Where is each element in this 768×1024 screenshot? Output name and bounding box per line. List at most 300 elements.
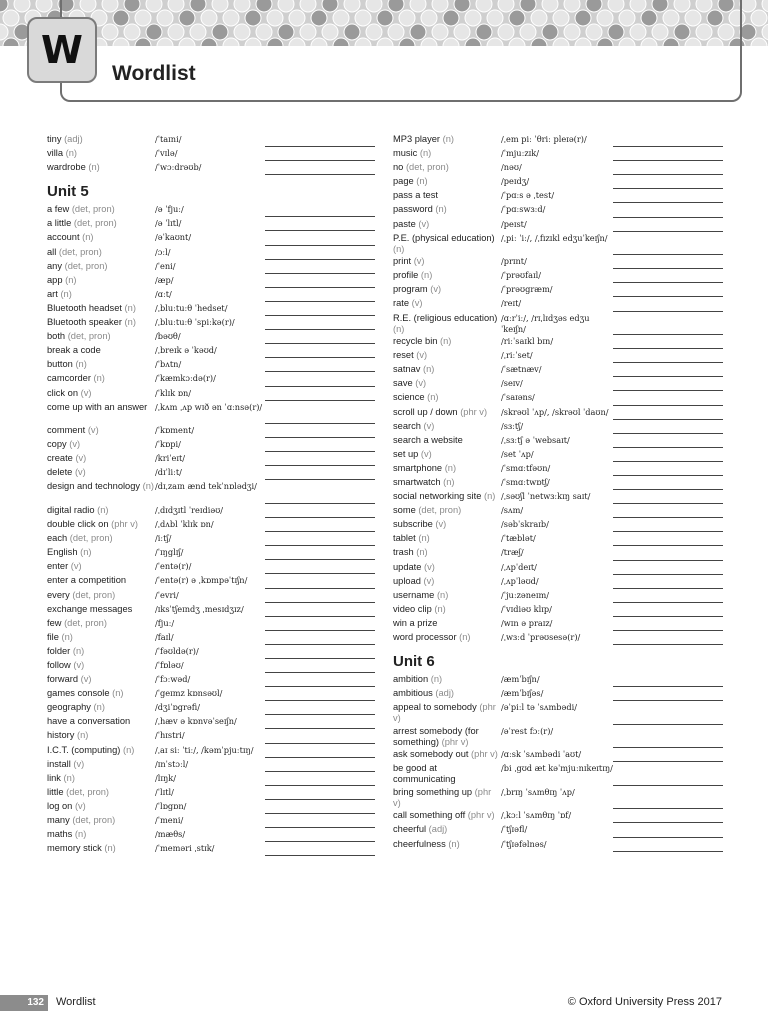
write-in-line[interactable] — [613, 336, 723, 350]
entry-word-cell — [393, 839, 501, 850]
wordlist-entry — [393, 407, 723, 421]
entry-word-cell — [393, 491, 501, 502]
entry-word: subscribe — [393, 519, 433, 530]
entry-pronunciation: /æmˈbɪʃəs/ — [501, 688, 544, 699]
write-in-line[interactable] — [265, 590, 375, 604]
entry-word: many — [47, 815, 70, 826]
write-in-line[interactable] — [613, 449, 723, 463]
entry-pronunciation: /ˈvɪlə/ — [155, 148, 178, 159]
entry-word-cell — [393, 176, 501, 187]
entry-word-cell — [393, 364, 501, 375]
entry-word-cell — [47, 702, 155, 713]
write-in-line[interactable] — [613, 726, 723, 750]
entry-part-of-speech: (det, pron) — [71, 204, 115, 215]
entry-pronunciation: /skrəʊl ˈʌp/, /skrəʊl ˈdaʊn/ — [501, 406, 609, 417]
entry-word-cell — [47, 247, 155, 258]
entry-word-cell — [393, 787, 501, 809]
write-in-line[interactable] — [613, 519, 723, 533]
write-in-line[interactable] — [613, 350, 723, 364]
entry-pronunciation: /bəʊθ/ — [155, 331, 181, 342]
entry-part-of-speech: (v) — [75, 453, 87, 464]
wordlist-entry — [47, 373, 377, 387]
entry-word: R.E. (religious education) — [393, 312, 498, 323]
entry-word-cell — [47, 331, 155, 342]
entry-word: few — [47, 617, 62, 628]
write-in-line[interactable] — [265, 162, 375, 176]
wordlist-entry — [47, 331, 377, 345]
write-in-line[interactable] — [265, 547, 375, 561]
write-in-line[interactable] — [613, 688, 723, 702]
pattern-dot — [740, 24, 756, 40]
write-in-line[interactable] — [265, 275, 375, 289]
write-in-line[interactable] — [265, 232, 375, 246]
write-in-line[interactable] — [265, 204, 375, 218]
entry-word-cell — [47, 289, 155, 300]
write-in-line[interactable] — [613, 604, 723, 618]
write-in-line[interactable] — [613, 364, 723, 378]
write-in-line[interactable] — [613, 674, 723, 688]
write-in-line[interactable] — [265, 345, 375, 359]
write-in-line[interactable] — [265, 148, 375, 162]
entry-pronunciation: /ˈprəʊfaɪl/ — [501, 270, 541, 281]
write-in-line[interactable] — [613, 190, 723, 204]
write-in-line[interactable] — [265, 317, 375, 331]
entry-part-of-speech: (v) — [69, 439, 81, 450]
entry-pronunciation: /ˈsmɑːtfəʊn/ — [501, 462, 551, 473]
write-in-line[interactable] — [265, 289, 375, 303]
entry-pronunciation: /set ˈʌp/ — [501, 448, 534, 459]
entry-part-of-speech: (det, pron) — [418, 505, 462, 516]
entry-word-cell — [393, 726, 501, 748]
entry-word: word processor — [393, 632, 457, 642]
page-number: 132 — [0, 995, 48, 1011]
entry-pronunciation: /ˈkɒment/ — [155, 425, 195, 436]
entry-word-cell — [393, 632, 501, 643]
entry-word-cell — [47, 660, 155, 671]
wordlist-entry — [393, 190, 723, 204]
write-in-line[interactable] — [613, 576, 723, 590]
entry-word-cell — [47, 604, 155, 615]
wordlist-entry — [47, 604, 377, 618]
wordlist-entry — [393, 576, 723, 590]
write-in-line[interactable] — [613, 590, 723, 604]
entry-word: upload — [393, 575, 421, 586]
entry-word-cell — [393, 233, 501, 255]
entry-word: pass a test — [393, 190, 438, 201]
entry-pronunciation: /ɑːrˈiː/, /rɪˌlɪdʒəs edʒuˈkeɪʃn/ — [501, 312, 590, 334]
entry-word-cell — [47, 547, 155, 558]
write-in-line[interactable] — [613, 284, 723, 298]
write-in-line[interactable] — [265, 773, 375, 787]
entry-word-cell — [47, 275, 155, 286]
entry-word: account — [47, 232, 80, 243]
entry-part-of-speech: (n) — [444, 462, 457, 473]
entry-part-of-speech: (n) — [393, 243, 405, 254]
entry-word-cell — [393, 824, 501, 835]
entry-part-of-speech: (v) — [430, 284, 442, 295]
wordlist-entry — [47, 481, 377, 505]
wordlist-entry — [393, 824, 723, 838]
write-in-line[interactable] — [613, 392, 723, 406]
write-in-line[interactable] — [265, 745, 375, 759]
entry-word: science — [393, 392, 425, 403]
write-in-line[interactable] — [265, 829, 375, 843]
entry-part-of-speech: (n) — [97, 504, 109, 515]
entry-word: social networking site — [393, 491, 482, 502]
entry-word: double click on — [47, 519, 109, 530]
entry-pronunciation: /reɪt/ — [501, 298, 522, 309]
entry-part-of-speech: (n) — [80, 547, 92, 558]
entry-part-of-speech: (v) — [418, 218, 430, 229]
write-in-line[interactable] — [265, 425, 375, 439]
wordlist-entry — [47, 467, 377, 481]
write-in-line[interactable] — [613, 463, 723, 477]
entry-part-of-speech: (v) — [74, 800, 86, 811]
entry-word-cell — [47, 402, 155, 413]
write-in-line[interactable] — [265, 730, 375, 744]
entry-word-cell — [393, 449, 501, 460]
entry-word-cell — [47, 345, 155, 356]
write-in-line[interactable] — [265, 660, 375, 674]
entry-word-cell — [47, 162, 155, 173]
wordlist-entry — [47, 388, 377, 402]
entry-pronunciation: /ˈprəʊgræm/ — [501, 284, 553, 295]
wordlist-entry — [47, 345, 377, 359]
entry-part-of-speech: (phr v) — [393, 702, 496, 724]
entry-word-cell — [393, 604, 501, 615]
entry-word: Bluetooth speaker — [47, 317, 122, 328]
entry-word-cell — [393, 702, 501, 724]
wordlist-entry — [47, 688, 377, 702]
entry-word-cell — [393, 190, 501, 201]
entry-word-cell — [47, 843, 155, 854]
write-in-line[interactable] — [265, 533, 375, 547]
wordlist-entry — [393, 176, 723, 190]
write-in-line[interactable] — [613, 298, 723, 312]
wordlist-entry — [393, 378, 723, 392]
pattern-dot — [740, 0, 756, 12]
wordlist-entry — [47, 660, 377, 674]
left-column — [47, 134, 377, 857]
entry-pronunciation: /ˈkɒpi/ — [155, 439, 181, 450]
write-in-line[interactable] — [613, 378, 723, 392]
entry-part-of-speech: (n) — [124, 317, 136, 328]
entry-word-cell — [393, 134, 501, 145]
wordlist-entry — [47, 745, 377, 759]
write-in-line[interactable] — [265, 388, 375, 402]
write-in-line[interactable] — [613, 270, 723, 284]
write-in-line[interactable] — [265, 688, 375, 702]
wordlist-entry — [47, 646, 377, 660]
entry-word-cell — [47, 618, 155, 629]
entry-word: smartphone — [393, 462, 443, 473]
entry-word: bring something up — [393, 786, 473, 797]
entry-word-cell — [47, 204, 155, 215]
write-in-line[interactable] — [613, 533, 723, 547]
entry-word-cell — [47, 801, 155, 812]
write-in-line[interactable] — [265, 218, 375, 232]
entry-part-of-speech: (det, pron) — [64, 260, 108, 271]
left-entries — [47, 134, 377, 176]
write-in-line[interactable] — [613, 233, 723, 257]
entry-word: link — [47, 772, 61, 783]
entry-pronunciation: /ˈklɪk ɒn/ — [155, 387, 192, 398]
entry-pronunciation: /ˈwɔːdrəʊb/ — [155, 162, 202, 173]
entry-word-cell — [47, 232, 155, 243]
wordlist-entry — [393, 688, 723, 702]
entry-part-of-speech: (n) — [435, 204, 447, 215]
entry-part-of-speech: (n) — [459, 632, 471, 642]
write-in-line[interactable] — [613, 435, 723, 449]
entry-part-of-speech: (adj) — [64, 134, 83, 144]
entry-pronunciation: /ɪksˈtʃeɪndʒ ˌmesɪdʒɪz/ — [155, 603, 244, 614]
entry-word: update — [393, 561, 422, 572]
entry-part-of-speech: (v) — [415, 378, 427, 389]
write-in-line[interactable] — [265, 481, 375, 505]
write-in-line[interactable] — [613, 219, 723, 233]
wordlist-entry — [393, 435, 723, 449]
write-in-line[interactable] — [265, 505, 375, 519]
wordlist-entry — [47, 303, 377, 317]
entry-word-cell — [393, 505, 501, 516]
wordlist-entry — [393, 519, 723, 533]
entry-word-cell — [47, 148, 155, 159]
write-in-line[interactable] — [613, 749, 723, 763]
entry-part-of-speech: (adj) — [428, 824, 448, 835]
write-in-line[interactable] — [265, 674, 375, 688]
entry-word-cell — [393, 618, 501, 629]
entry-pronunciation: /əˈkaʊnt/ — [155, 232, 192, 243]
entry-part-of-speech: (n) — [93, 373, 105, 384]
write-in-line[interactable] — [613, 562, 723, 576]
wordlist-entry — [47, 575, 377, 589]
entry-pronunciation: /riːˈsaɪkl bɪn/ — [501, 336, 554, 347]
wordlist-entry — [393, 392, 723, 406]
entry-pronunciation: /seɪv/ — [501, 378, 523, 389]
write-in-line[interactable] — [265, 453, 375, 467]
write-in-line[interactable] — [613, 204, 723, 218]
write-in-line[interactable] — [613, 162, 723, 176]
write-in-line[interactable] — [265, 402, 375, 426]
wordlist-entry — [393, 336, 723, 350]
entry-word: camcorder — [47, 373, 91, 384]
entry-part-of-speech: (v) — [435, 519, 447, 530]
entry-part-of-speech: (n) — [423, 364, 435, 375]
entry-word-cell — [47, 218, 155, 229]
wordlist-entry — [47, 402, 377, 426]
entry-pronunciation: /ˌʌpˈləʊd/ — [501, 575, 539, 586]
write-in-line[interactable] — [265, 604, 375, 618]
entry-pronunciation: /ˈpɑːswɜːd/ — [501, 204, 546, 215]
right-entries — [393, 134, 723, 646]
entry-word-cell — [47, 674, 155, 685]
write-in-line[interactable] — [613, 839, 723, 853]
entry-word: ask somebody out — [393, 749, 469, 760]
write-in-line[interactable] — [265, 575, 375, 589]
entry-word: install — [47, 758, 71, 769]
write-in-line[interactable] — [613, 632, 723, 646]
entry-word-cell — [47, 787, 155, 798]
entry-word-cell — [393, 350, 501, 361]
entry-pronunciation: /ˈtaɪni/ — [155, 134, 182, 144]
footer-label: Wordlist — [56, 996, 96, 1008]
write-in-line[interactable] — [613, 134, 723, 148]
entry-word: set up — [393, 448, 419, 459]
wordlist-entry — [47, 547, 377, 561]
entry-word: each — [47, 533, 68, 544]
entry-word-cell — [47, 519, 155, 530]
wordlist-entry — [47, 134, 377, 148]
wordlist-entry — [393, 148, 723, 162]
entry-part-of-speech: (n) — [65, 274, 77, 285]
entry-part-of-speech: (n) — [93, 702, 105, 713]
entry-pronunciation: /dɪˈliːt/ — [155, 467, 182, 478]
entry-word: file — [47, 631, 59, 642]
write-in-line[interactable] — [265, 716, 375, 730]
entry-word-cell — [393, 463, 501, 474]
write-in-line[interactable] — [613, 824, 723, 838]
write-in-line[interactable] — [613, 256, 723, 270]
entry-part-of-speech: (n) — [76, 730, 89, 741]
entry-part-of-speech: (det, pron) — [72, 815, 116, 826]
entry-part-of-speech: (n) — [483, 491, 496, 502]
unit-5-heading: Unit 5 — [47, 183, 89, 201]
entry-word: wardrobe — [47, 162, 86, 173]
wordlist-entry — [393, 763, 723, 787]
unit-6-entries — [393, 674, 723, 853]
write-in-line[interactable] — [613, 148, 723, 162]
entry-part-of-speech: (det, pron) — [72, 589, 116, 600]
entry-word: video clip — [393, 603, 432, 614]
write-in-line[interactable] — [613, 702, 723, 726]
entry-part-of-speech: (v) — [74, 467, 86, 478]
entry-word: app — [47, 274, 63, 285]
entry-part-of-speech: (v) — [423, 420, 435, 431]
entry-word-cell — [47, 829, 155, 840]
entry-word-cell — [47, 439, 155, 450]
wordlist-entry — [47, 289, 377, 303]
write-in-line[interactable] — [265, 359, 375, 373]
write-in-line[interactable] — [613, 505, 723, 519]
entry-part-of-speech: (n) — [434, 603, 446, 614]
entry-part-of-speech: (n) — [88, 162, 100, 173]
write-in-line[interactable] — [265, 519, 375, 533]
write-in-line[interactable] — [613, 407, 723, 421]
wordlist-entry — [393, 219, 723, 233]
write-in-line[interactable] — [265, 247, 375, 261]
entry-word-cell — [47, 303, 155, 314]
entry-part-of-speech: (n) — [60, 288, 72, 299]
entry-pronunciation: /ˌsəʊʃl ˈnetwɜːkɪŋ saɪt/ — [501, 491, 591, 502]
entry-pronunciation: /ˈgeɪmz kɒnsəʊl/ — [155, 688, 223, 699]
entry-word-cell — [47, 261, 155, 272]
entry-word: enter — [47, 561, 69, 572]
write-in-line[interactable] — [265, 303, 375, 317]
wordlist-entry — [393, 726, 723, 750]
entry-pronunciation: /wɪn ə praɪz/ — [501, 617, 553, 628]
wordlist-entry — [393, 787, 723, 811]
entry-word: ambition — [393, 674, 429, 685]
write-in-line[interactable] — [265, 134, 375, 148]
wordlist-entry — [393, 839, 723, 853]
entry-pronunciation: /ˈentə(r) ə ˌkɒmpəˈtɪʃn/ — [155, 575, 248, 586]
section-letter-badge: W — [27, 17, 97, 83]
entry-word: appeal to somebody — [393, 702, 477, 713]
entry-part-of-speech: (det, pron) — [67, 331, 111, 342]
entry-pronunciation: /sɜːtʃ/ — [501, 420, 524, 431]
entry-word: password — [393, 204, 433, 215]
unit-5-entries — [47, 204, 377, 857]
write-in-line[interactable] — [265, 646, 375, 660]
entry-word: tablet — [393, 533, 416, 544]
write-in-line[interactable] — [613, 313, 723, 337]
wordlist-entry — [47, 632, 377, 646]
entry-part-of-speech: (det, pron) — [64, 617, 107, 628]
entry-word: every — [47, 589, 70, 600]
entry-pronunciation: /ə ˈlɪtl/ — [155, 218, 182, 229]
write-in-line[interactable] — [613, 491, 723, 505]
write-in-line[interactable] — [613, 176, 723, 190]
write-in-line[interactable] — [613, 477, 723, 491]
entry-pronunciation: /faɪl/ — [155, 631, 174, 642]
entry-part-of-speech: (v) — [424, 561, 435, 572]
entry-word: games console — [47, 688, 110, 699]
entry-word-cell — [393, 547, 501, 558]
write-in-line[interactable] — [265, 759, 375, 773]
entry-word: memory stick — [47, 843, 102, 854]
write-in-line[interactable] — [265, 702, 375, 716]
write-in-line[interactable] — [265, 632, 375, 646]
wordlist-entry — [393, 702, 723, 726]
entry-pronunciation: /dʒiˈɒgrəfi/ — [155, 702, 200, 713]
entry-word: come up with an answer — [47, 401, 148, 412]
entry-word-cell — [393, 392, 501, 403]
entry-part-of-speech: (phr v) — [460, 406, 488, 417]
write-in-line[interactable] — [265, 801, 375, 815]
write-in-line[interactable] — [613, 547, 723, 561]
entry-word: break a code — [47, 345, 101, 356]
write-in-line[interactable] — [613, 421, 723, 435]
write-in-line[interactable] — [265, 843, 375, 857]
header-frame — [60, 0, 742, 102]
write-in-line[interactable] — [265, 561, 375, 575]
entry-part-of-speech: (n) — [74, 829, 87, 840]
entry-word-cell — [393, 378, 501, 389]
entry-pronunciation: /fjuː/ — [155, 617, 175, 628]
write-in-line[interactable] — [613, 763, 723, 787]
wordlist-entry — [47, 439, 377, 453]
entry-word-cell — [393, 162, 501, 173]
write-in-line[interactable] — [265, 439, 375, 453]
write-in-line[interactable] — [265, 815, 375, 829]
write-in-line[interactable] — [613, 810, 723, 824]
entry-pronunciation: /ˈevri/ — [155, 589, 179, 600]
entry-pronunciation: /lɪŋk/ — [155, 772, 176, 783]
write-in-line[interactable] — [613, 618, 723, 632]
entry-word-cell — [393, 313, 501, 335]
entry-word-cell — [393, 421, 501, 432]
entry-word-cell — [47, 590, 155, 601]
write-in-line[interactable] — [265, 373, 375, 387]
entry-part-of-speech: (n) — [393, 323, 405, 334]
write-in-line[interactable] — [265, 618, 375, 632]
write-in-line[interactable] — [613, 787, 723, 811]
entry-word: follow — [47, 660, 71, 670]
write-in-line[interactable] — [265, 331, 375, 345]
write-in-line[interactable] — [265, 467, 375, 481]
write-in-line[interactable] — [265, 261, 375, 275]
write-in-line[interactable] — [265, 787, 375, 801]
